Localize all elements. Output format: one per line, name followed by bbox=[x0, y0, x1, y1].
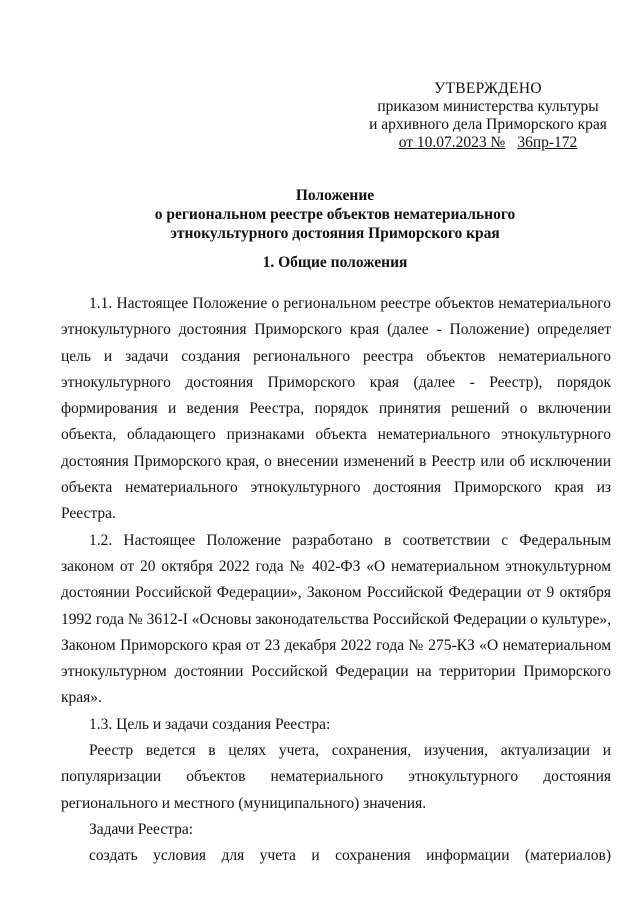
document-body bbox=[61, 291, 611, 870]
approval-stamp bbox=[360, 80, 616, 152]
order-prefix: от bbox=[398, 134, 414, 151]
paragraph-registry-purpose: Реестр ведется в целях учета, сохранения, изучения, актуализации и популяризации объектов нематериального этнокультурного достояния регионального и местного (муниципального) значения. bbox=[61, 742, 611, 812]
document-title bbox=[60, 186, 610, 243]
order-number-sign: № bbox=[490, 134, 506, 151]
approval-line-1: приказом министерства культуры bbox=[377, 98, 599, 115]
paragraph-1-2: 1.2. Настоящее Положение разработано в соответствии с Федеральным законом от 20 октября 2022 года № 402-ФЗ «О нематериальном этнокультурном достоянии Российской Федерации», Законом Российской Федерации от 9 октября 1992 года № 3612-I «Основы законодательства Российской Федерации о культуре», Законом Приморского края от 23 декабря 2022 года № 275-КЗ «О нематериальном этнокультурном достоянии Российской Федерации на территории Приморского края». bbox=[61, 531, 611, 707]
approval-title: УТВЕРЖДЕНО bbox=[434, 80, 542, 97]
paragraph-1-3: 1.3. Цель и задачи создания Реестра: bbox=[89, 715, 331, 733]
paragraph-registry-tasks: Задачи Реестра: bbox=[89, 820, 194, 838]
approval-order-line bbox=[360, 134, 616, 152]
approval-line-2: и архивного дела Приморского края bbox=[369, 116, 607, 133]
paragraph-1-1: 1.1. Настоящее Положение о региональном реестре объектов нематериального этнокультурного достояния Приморского края (далее - Положение) определяет цель и задачи создания регионального реестра объектов нематериального этнокультурного достояния Приморского края (далее - Реестр), порядок формирования и ведения Реестра, порядок принятия решений о включении объекта, обладающего признаками объекта нематериального этнокультурного достояния Приморского края, о внесении изменений в Реестр или об исключении объекта нематериального этнокультурного достояния Приморского края из Реестра. bbox=[61, 295, 611, 523]
order-number: 36пр-172 bbox=[517, 134, 578, 151]
section-title: 1. Общие положения bbox=[262, 254, 408, 271]
document-title-line-3: этнокультурного достояния Приморского края bbox=[170, 225, 500, 242]
order-date: 10.07.2023 bbox=[416, 134, 487, 151]
order-date-block bbox=[399, 134, 506, 151]
document-title-line-1: Положение bbox=[295, 187, 375, 204]
document-title-line-2: о региональном реестре объектов нематериального bbox=[154, 206, 516, 223]
paragraph-task-item: создать условия для учета и сохранения информации (материалов) bbox=[89, 847, 611, 865]
